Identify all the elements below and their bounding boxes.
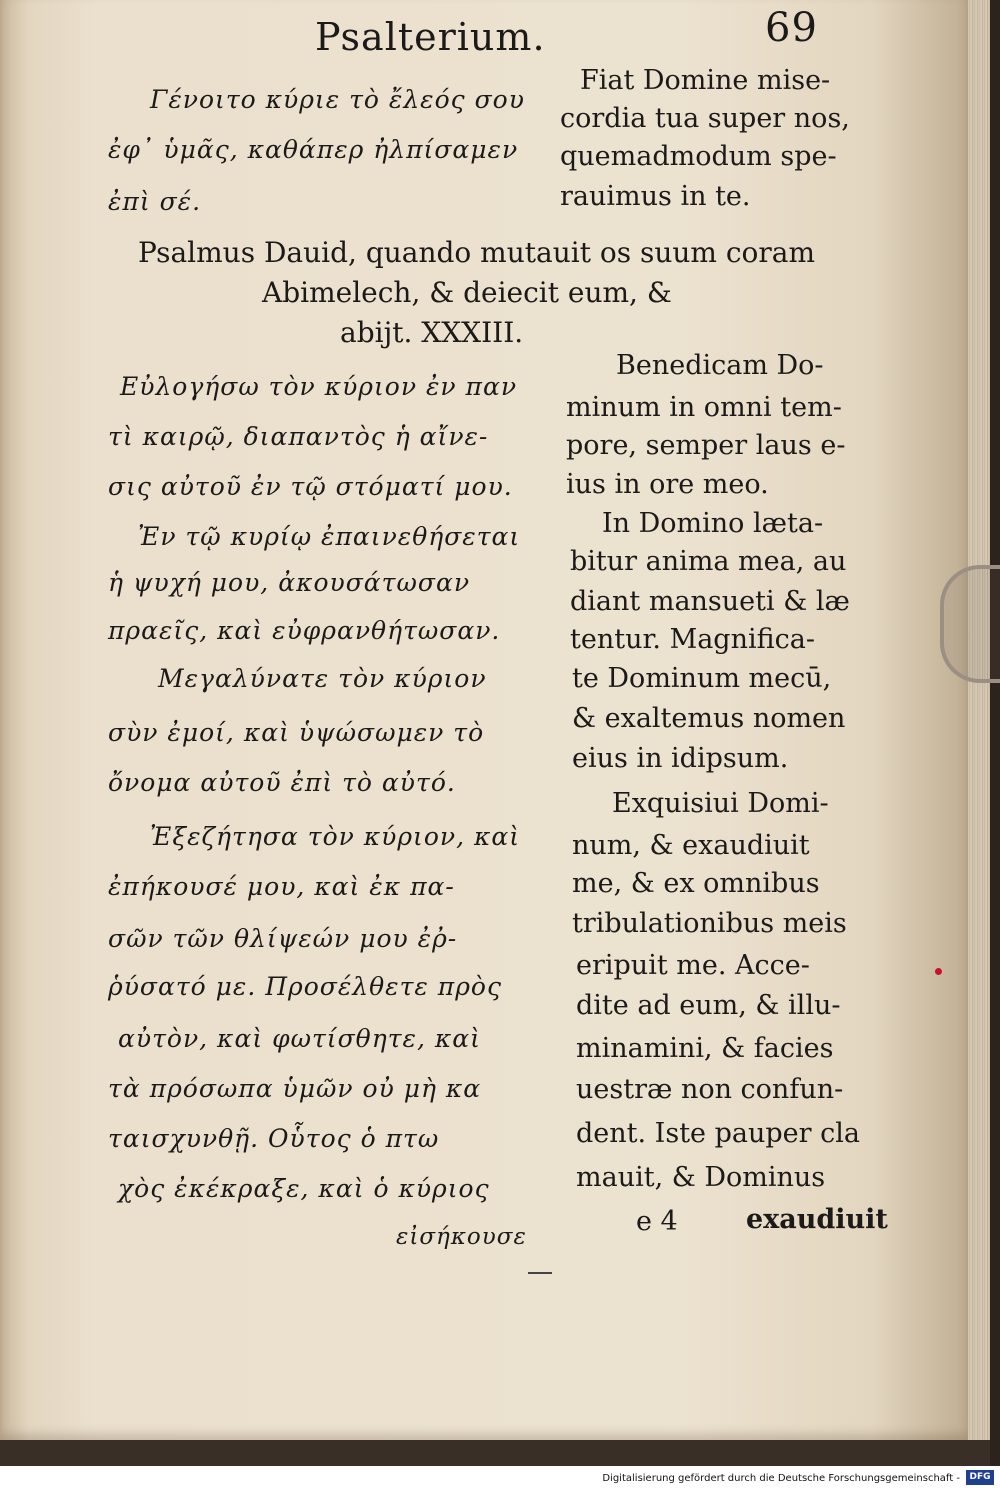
signature-mark: e 4: [636, 1206, 678, 1237]
footer-credit: Digitalisierung gefördert durch die Deutsche Forschungsgemeinschaft -: [602, 1473, 960, 1484]
latin-line: eius in idipsum.: [572, 743, 789, 774]
top-latin-line: cordia tua super nos,: [560, 103, 850, 134]
greek-line: ἐπήκουσέ μου, καὶ ἐκ πα-: [108, 872, 455, 901]
latin-line: num, & exaudiuit: [572, 830, 810, 861]
greek-line: χὸς ἐκέκραξε, καὶ ὁ κύριος: [118, 1174, 490, 1203]
greek-line: τὶ καιρῷ, διαπαντὸς ἡ αἴνε-: [108, 422, 489, 451]
latin-line: dent. Iste pauper cla: [576, 1118, 860, 1149]
running-title: Psalterium.: [315, 15, 546, 59]
greek-line: ἡ ψυχή μου, ἀκουσάτωσαν: [108, 568, 471, 597]
top-greek-line: Γένοιτο κύριε τὸ ἔλεός σου: [150, 85, 525, 114]
latin-line: te Dominum mecū,: [572, 663, 832, 694]
latin-line: minum in omni tem-: [566, 392, 842, 423]
psalm-heading-line: Abimelech, & deiecit eum, &: [262, 276, 672, 309]
dfg-logo: DFG: [966, 1470, 994, 1485]
greek-line: Μεγαλύνατε τὸν κύριον: [158, 664, 487, 693]
latin-line: tentur. Magnifica-: [570, 624, 815, 655]
greek-line: εἰσήκουσε: [396, 1224, 527, 1250]
latin-line: & exaltemus nomen: [572, 703, 846, 734]
greek-line: ταισχυνθῇ. Οὗτος ὁ πτω: [108, 1124, 440, 1153]
latin-line: uestræ non confun-: [576, 1074, 844, 1105]
latin-line: In Domino læta-: [602, 508, 824, 539]
latin-line: pore, semper laus e-: [566, 430, 846, 461]
metal-clasp: [940, 565, 1000, 683]
latin-line: dite ad eum, & illu-: [576, 990, 841, 1021]
psalm-heading-line: abijt. XXXIII.: [340, 316, 524, 349]
greek-line: ὄνομα αὐτοῦ ἐπὶ τὸ αὐτό.: [108, 768, 456, 797]
bottom-rule: [528, 1272, 552, 1274]
latin-line: tribulationibus meis: [572, 908, 847, 939]
greek-line: Εὐλογήσω τὸν κύριον ἐν παν: [120, 372, 518, 401]
greek-line: σῶν τῶν θλίψεών μου ἐῤ-: [108, 924, 458, 953]
latin-line: eripuit me. Acce-: [576, 950, 810, 981]
latin-line: mauit, & Dominus: [576, 1162, 826, 1193]
binding-shadow: [990, 0, 1000, 1466]
greek-line: Ἐξεζήτησα τὸν κύριον, καὶ: [150, 822, 521, 851]
top-greek-line: ἐφ᾽ ὑμᾶς, καθάπερ ἠλπίσαμεν: [108, 135, 519, 164]
top-latin-line: Fiat Domine mise-: [580, 65, 831, 96]
top-greek-line: ἐπὶ σέ.: [108, 187, 202, 216]
latin-line: diant mansueti & læ: [570, 586, 850, 617]
catchword: exaudiuit: [746, 1204, 888, 1235]
greek-line: σις αὐτοῦ ἐν τῷ στόματί μου.: [108, 472, 513, 501]
folio-number: 69: [765, 5, 818, 51]
psalm-heading-line: Psalmus Dauid, quando mutauit os suum coram: [138, 236, 816, 269]
latin-line: ius in ore meo.: [566, 469, 769, 500]
top-latin-line: quemadmodum spe-: [560, 141, 837, 172]
greek-line: αὐτὸν, καὶ φωτίσθητε, καὶ: [118, 1024, 481, 1053]
latin-line: Exquisiui Domi-: [612, 788, 829, 819]
greek-line: σὺν ἐμοί, καὶ ὑψώσωμεν τὸ: [108, 718, 485, 747]
greek-line: Ἐν τῷ κυρίῳ ἐπαινεθήσεται: [138, 522, 521, 551]
greek-line: τὰ πρόσωπα ὑμῶν οὐ μὴ κα: [108, 1074, 482, 1103]
latin-line: me, & ex omnibus: [572, 868, 820, 899]
greek-line: ῥύσατό με. Προσέλθετε πρὸς: [108, 972, 502, 1001]
top-latin-line: rauimus in te.: [560, 181, 751, 212]
red-ink-mark: [935, 968, 942, 975]
latin-line: Benedicam Do-: [616, 350, 824, 381]
greek-line: πραεῖς, καὶ εὐφρανθήτωσαν.: [108, 616, 501, 645]
latin-line: minamini, & facies: [576, 1033, 834, 1064]
latin-line: bitur anima mea, au: [570, 546, 847, 577]
